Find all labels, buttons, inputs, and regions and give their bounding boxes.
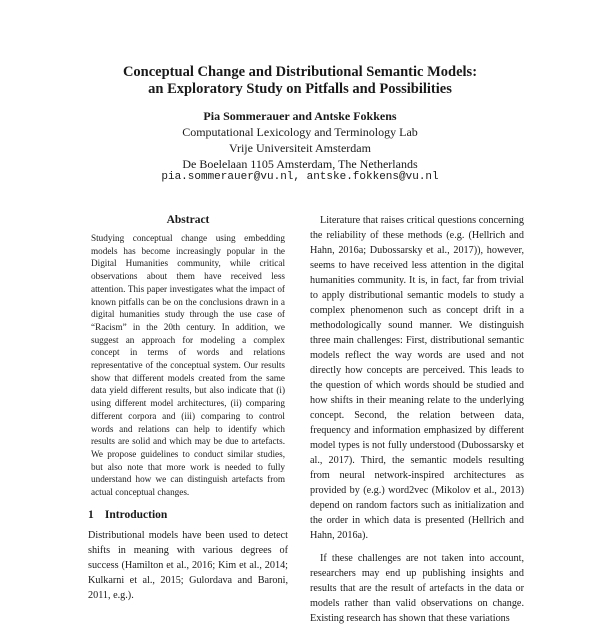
right-column bbox=[310, 213, 524, 626]
affiliation-line-1: Computational Lexicology and Terminology Lab bbox=[182, 125, 418, 139]
author-names: Pia Sommerauer and Antske Fokkens bbox=[203, 109, 397, 123]
affiliation-line-2: Vrije Universiteit Amsterdam bbox=[229, 141, 371, 155]
introduction-heading bbox=[88, 508, 288, 523]
affiliation-line-3: De Boelelaan 1105 Amsterdam, The Netherlands bbox=[182, 157, 418, 171]
title-line-1: Conceptual Change and Distributional Semantic Models: bbox=[122, 64, 478, 80]
section-title: Introduction bbox=[104, 508, 168, 521]
abstract-heading: Abstract bbox=[166, 214, 210, 226]
affiliation-block bbox=[0, 124, 600, 172]
author-emails: pia.sommerauer@vu.nl, antske.fokkens@vu.nl bbox=[161, 171, 439, 183]
introduction-paragraph: Distributional models have been used to detect shifts in meaning with various degrees of success (Hamilton et al., 2016; Kim et al., 2014; Kulkarni et al., 2015; Gulordava and Baroni, 2011, e.g.). bbox=[88, 529, 288, 601]
abstract-body: Studying conceptual change using embedding models has become increasingly popular in the Digital Humanities community, while critical observations about them have received less attention. This paper investigates what the impact of known pitfalls can be on the conclusions drawn in a digital humanities study through the use case of “Racism” in the 20th century. In addition, we suggest an approach for modeling a complex concept in terms of words and relations representative of the conceptual system. Our results show that different models created from the same data yield different results, but also indicate that (i) using different model architectures, (ii) comparing different corpora and (iii) comparing to control words and relations can help to identify which results are solid and which may be due to artefacts. We propose guidelines to conduct similar studies, but also note that more work is needed to fully understand how we can distinguish artefacts from actual conceptual changes. bbox=[91, 233, 285, 498]
paper-title bbox=[0, 64, 600, 98]
title-line-2: an Exploratory Study on Pitfalls and Possibilities bbox=[148, 81, 452, 97]
left-column bbox=[88, 213, 288, 603]
right-paragraph-2: If these challenges are not taken into account, researchers may end up publishing insights and results that are the result of artefacts in the data or models rather than valid observations on change. Existing research has shown that these variations bbox=[310, 553, 524, 624]
section-number: 1 bbox=[88, 508, 94, 521]
right-paragraph-1: Literature that raises critical questions concerning the reliability of these methods (e.g. (Hellrich and Hahn, 2016a; Dubossarsky et al., 2017)), however, seems to have received less attention in the digital humanities community. It is, in fact, far from trivial to apply distributional semantic models to study a complex phenomenon such as concept drift in a methodologically sound manner. We distinguish three main challenges: First, distributional semantic models reflect the way words are used and not directly how concepts are perceived. This leads to the question of which words should be studied and how shifts in their meaning relate to the underlying concept. Second, the relation between data, frequency and information emphasized by different model types is not fully understood (Dubossarsky et al., 2017). Third, the semantic models resulting from neural network-inspired architectures as provided by (e.g.) word2vec (Mikolov et al., 2013) depend on random factors such as initialization and the order in which data is presented (Hellrich and Hahn, 2016a). bbox=[310, 215, 524, 541]
